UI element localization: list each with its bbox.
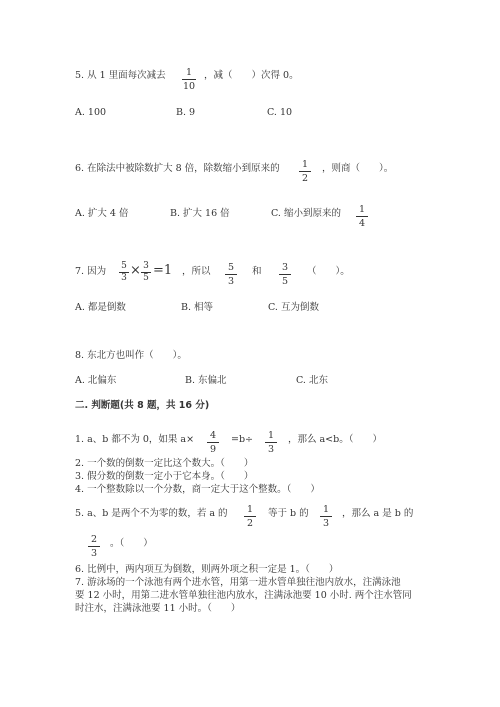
fraction-1-2-b [243, 504, 257, 529]
question-5-tail: ，减（ ）次得 0。 [204, 70, 299, 81]
question-6-option-a[interactable]: A. 扩大 4 倍 [75, 208, 129, 219]
fraction-numerator: 4 [209, 430, 217, 441]
question-6-tail: ，则商（ ）。 [322, 163, 394, 174]
fraction-bar [265, 442, 277, 443]
question-7-tail: （ ）。 [307, 266, 350, 277]
fraction-denominator: 3 [322, 518, 330, 529]
fraction-denominator: 5 [281, 276, 289, 287]
fraction-3-5-b [278, 262, 292, 287]
question-5-option-c[interactable]: C. 10 [267, 107, 293, 118]
fraction-numerator: 2 [90, 534, 98, 545]
fraction-1-2 [298, 159, 312, 184]
fraction-numerator: 1 [185, 67, 193, 78]
fraction-bar [279, 274, 291, 275]
fraction-1-3-b [319, 504, 333, 529]
fraction-bar [225, 274, 237, 275]
question-7-and: 和 [252, 266, 262, 277]
judge-5-mid: 等于 b 的 [268, 508, 309, 519]
fraction-1-10 [181, 67, 197, 92]
fraction-denominator: 10 [182, 81, 196, 92]
fraction-numerator: 3 [143, 261, 149, 271]
fraction-1-3 [264, 430, 278, 455]
judge-6: 6. 比例中，两内项互为倒数，则两外项之积一定是 1。（ ） [75, 564, 339, 575]
fraction-numerator: 1 [267, 430, 275, 441]
fraction-numerator: 1 [246, 504, 254, 515]
question-7-stem: 7. 因为 [75, 266, 107, 277]
question-8-option-c[interactable]: C. 北东 [296, 375, 328, 386]
fraction-bar [299, 171, 311, 172]
fraction-denominator: 3 [267, 444, 275, 455]
fraction-denominator: 3 [121, 273, 127, 283]
fraction-denominator: 3 [90, 548, 98, 559]
fraction-numerator: 1 [322, 504, 330, 515]
fraction-2-3 [87, 534, 101, 559]
fraction-numerator: 5 [121, 261, 127, 271]
fraction-numerator: 5 [227, 262, 235, 273]
fraction-denominator: 5 [143, 273, 149, 283]
fraction-numerator: 3 [281, 262, 289, 273]
fraction-3-5 [141, 262, 151, 283]
judge-7-line-2: 要 12 小时，用第二进水管单独往池内放水，注满泳池要 10 小时. 两个注水管同 [75, 590, 412, 601]
fraction-1-4 [355, 204, 369, 229]
question-6-option-b[interactable]: B. 扩大 16 倍 [170, 208, 230, 219]
fraction-bar [207, 442, 219, 443]
fraction-denominator: 9 [209, 444, 217, 455]
question-8-stem: 8. 东北方也叫作（ ）。 [75, 350, 187, 361]
fraction-bar [88, 546, 100, 547]
judge-5-tail: 。（ ） [110, 538, 153, 549]
question-7-so: ，所以 [182, 266, 211, 277]
section-heading: 二. 判断题(共 8 题，共 16 分) [75, 400, 210, 411]
fraction-bar [320, 516, 332, 517]
judge-2: 2. 一个数的倒数一定比这个数大。（ ） [75, 458, 254, 469]
fraction-5-3-b [224, 262, 238, 287]
fraction-numerator: 1 [301, 159, 309, 170]
question-6-stem: 6. 在除法中被除数扩大 8 倍，除数缩小到原来的 [75, 163, 280, 174]
judge-7-line-3: 时注水，注满泳池要 11 小时。（ ） [75, 603, 241, 614]
times-sign: × [130, 263, 141, 278]
question-5-stem: 5. 从 1 里面每次减去 [75, 70, 166, 81]
question-6-option-c[interactable]: C. 缩小到原来的 [271, 208, 341, 219]
judge-3: 3. 假分数的倒数一定小于它本身。（ ） [75, 471, 254, 482]
equals-one: =1 [153, 263, 173, 278]
fraction-bar [356, 216, 368, 217]
fraction-denominator: 2 [301, 173, 309, 184]
fraction-4-9 [206, 430, 220, 455]
question-7-option-b[interactable]: B. 相等 [181, 302, 214, 313]
question-7-option-a[interactable]: A. 都是倒数 [75, 302, 126, 313]
question-8-option-a[interactable]: A. 北偏东 [75, 375, 117, 386]
fraction-bar [244, 516, 256, 517]
question-7-option-c[interactable]: C. 互为倒数 [268, 302, 319, 313]
fraction-denominator: 2 [246, 518, 254, 529]
fraction-denominator: 3 [227, 276, 235, 287]
judge-4: 4. 一个整数除以一个分数，商一定大于这个整数。（ ） [75, 484, 320, 495]
question-8-option-b[interactable]: B. 东偏北 [185, 375, 227, 386]
judge-1-stem: 1. a、b 都不为 0，如果 a× [75, 434, 195, 445]
fraction-bar [182, 79, 196, 80]
question-5-option-b[interactable]: B. 9 [176, 107, 196, 118]
fraction-denominator: 4 [358, 218, 366, 229]
judge-1-mid: =b÷ [231, 434, 254, 445]
question-5-option-a[interactable]: A. 100 [75, 107, 107, 118]
judge-5-stem: 5. a、b 是两个不为零的数，若 a 的 [75, 508, 228, 519]
fraction-5-3 [119, 262, 129, 283]
judge-1-tail: ，那么 a<b。（ ） [288, 434, 382, 445]
fraction-numerator: 1 [358, 204, 366, 215]
judge-7-line-1: 7. 游泳场的一个泳池有两个进水管，用第一进水管单独往池内放水，注满泳池 [75, 577, 401, 588]
judge-5-post: ，那么 a 是 b 的 [342, 508, 414, 519]
